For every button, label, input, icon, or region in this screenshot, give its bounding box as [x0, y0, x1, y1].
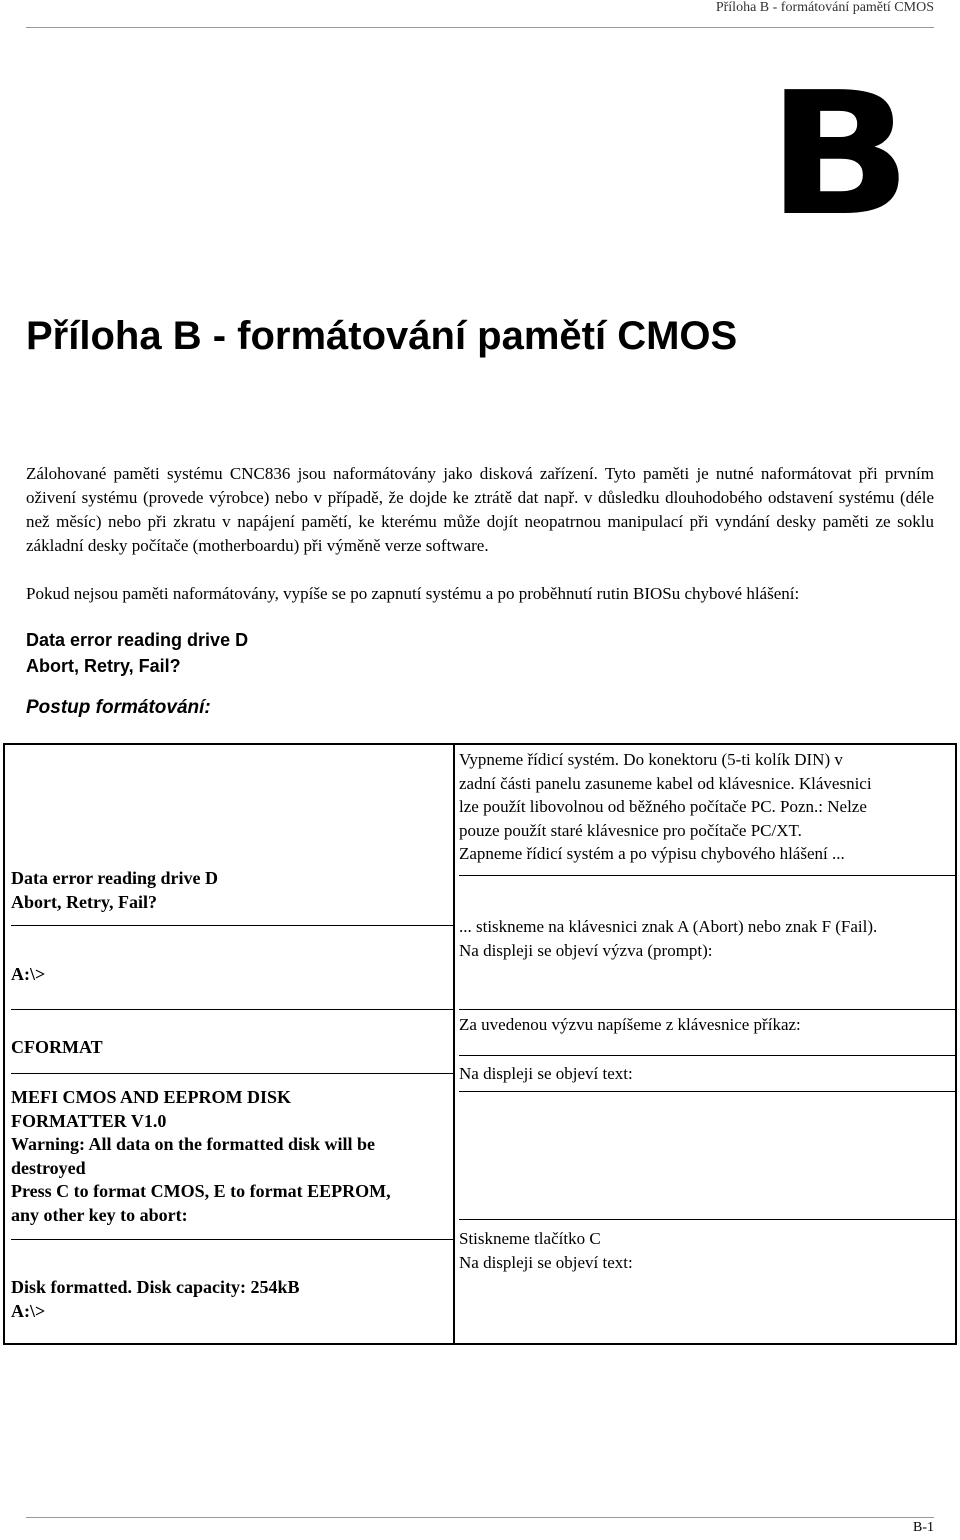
- footer-divider: [26, 1517, 934, 1518]
- instruction-text: lze použít libovolnou od běžného počítače PC. Pozn.: Nelze: [459, 797, 867, 816]
- instruction-text: Vypneme řídicí systém. Do konektoru (5-ti kolík DIN) v: [459, 750, 843, 769]
- instruction-text: zadní části panelu zasuneme kabel od klávesnice. Klávesnici: [459, 773, 872, 793]
- screen-text: MEFI CMOS AND EEPROM DISK: [11, 1087, 292, 1107]
- row-divider: [459, 1055, 957, 1056]
- screen-text: Data error reading drive D: [11, 868, 218, 888]
- instruction-text: Na displeji se objeví výzva (prompt):: [459, 940, 713, 960]
- screen-text: CFORMAT: [11, 1037, 103, 1057]
- error-output-cell: [11, 867, 447, 914]
- instruction-text: Na displeji se objeví text:: [459, 1064, 633, 1083]
- row-divider: [11, 1073, 453, 1074]
- intro-paragraph: Zálohované paměti systému CNC836 jsou naformátovány jako disková zařízení. Tyto paměti je nutné naformátovat při prvním oživení systému (provede výrobce) nebo v případě, že dojde ke ztrátě dat např. v důsledku dlouhodobého odstavení systému (déle než měsíc) nebo při zkratu v napájení pamětí, ke kterému může dojít neopatrnou manipulací při vyndání desky paměti ze soklu základní desky počítače (motherboardu) při výměně verze software.: [26, 464, 934, 555]
- page-number: B-1: [913, 1520, 934, 1535]
- page-title: Příloha B - formátování pamětí CMOS: [26, 314, 738, 358]
- screen-text: Disk formatted. Disk capacity: 254kB: [11, 1277, 300, 1297]
- instruction-text: pouze použít staré klávesnice pro počítače PC/XT.: [459, 820, 802, 840]
- running-header: Příloha B - formátování pamětí CMOS: [715, 0, 934, 15]
- prompt-cell: [11, 963, 447, 987]
- screen-text: A:\>: [11, 964, 46, 984]
- command-cell: [11, 1036, 447, 1060]
- instruction-text: Stiskneme tlačítko C: [459, 1229, 601, 1248]
- row-divider: [11, 925, 453, 926]
- step-instruction-cell: [459, 1227, 951, 1274]
- screen-text: any other key to abort:: [11, 1204, 188, 1225]
- row-divider: [459, 1091, 957, 1092]
- step-instruction-cell: [459, 1013, 951, 1037]
- instruction-text: ... stiskneme na klávesnici znak A (Abort) nebo znak F (Fail).: [459, 917, 878, 936]
- screen-text: Press C to format CMOS, E to format EEPROM,: [11, 1181, 391, 1201]
- procedure-table: [3, 743, 957, 1345]
- error-message-line: Abort, Retry, Fail?: [26, 656, 181, 676]
- screen-text: Warning: All data on the formatted disk will be: [11, 1134, 376, 1154]
- step-instruction-cell: [459, 1062, 951, 1086]
- screen-text: destroyed: [11, 1157, 86, 1178]
- procedure-heading: Postup formátování:: [26, 697, 211, 718]
- intro-paragraph-2: Pokud nejsou paměti naformátovány, vypíše se po zapnutí systému a po proběhnutí rutin BIOSu chybové hlášení:: [26, 584, 800, 603]
- row-divider: [11, 1009, 453, 1010]
- instruction-text: Zapneme řídicí systém a po výpisu chybového hlášení ...: [459, 844, 845, 863]
- step-instruction-cell: [459, 915, 951, 962]
- header-divider: [26, 27, 934, 28]
- error-message-line: Data error reading drive D: [26, 630, 249, 650]
- row-divider: [459, 1219, 957, 1220]
- instruction-text: Na displeji se objeví text:: [459, 1252, 633, 1272]
- screen-text: Abort, Retry, Fail?: [11, 891, 157, 912]
- chapter-letter: B: [767, 56, 908, 254]
- formatter-output-cell: [11, 1086, 447, 1227]
- row-divider: [459, 875, 957, 876]
- row-divider: [459, 1009, 957, 1010]
- screen-text: A:\>: [11, 1300, 46, 1321]
- screen-text: FORMATTER V1.0: [11, 1110, 167, 1131]
- result-output-cell: [11, 1276, 447, 1323]
- column-divider: [453, 745, 455, 1343]
- row-divider: [11, 1239, 453, 1240]
- error-message-block: [26, 627, 248, 679]
- step-instruction-cell: [459, 748, 951, 866]
- instruction-text: Za uvedenou výzvu napíšeme z klávesnice příkaz:: [459, 1015, 801, 1034]
